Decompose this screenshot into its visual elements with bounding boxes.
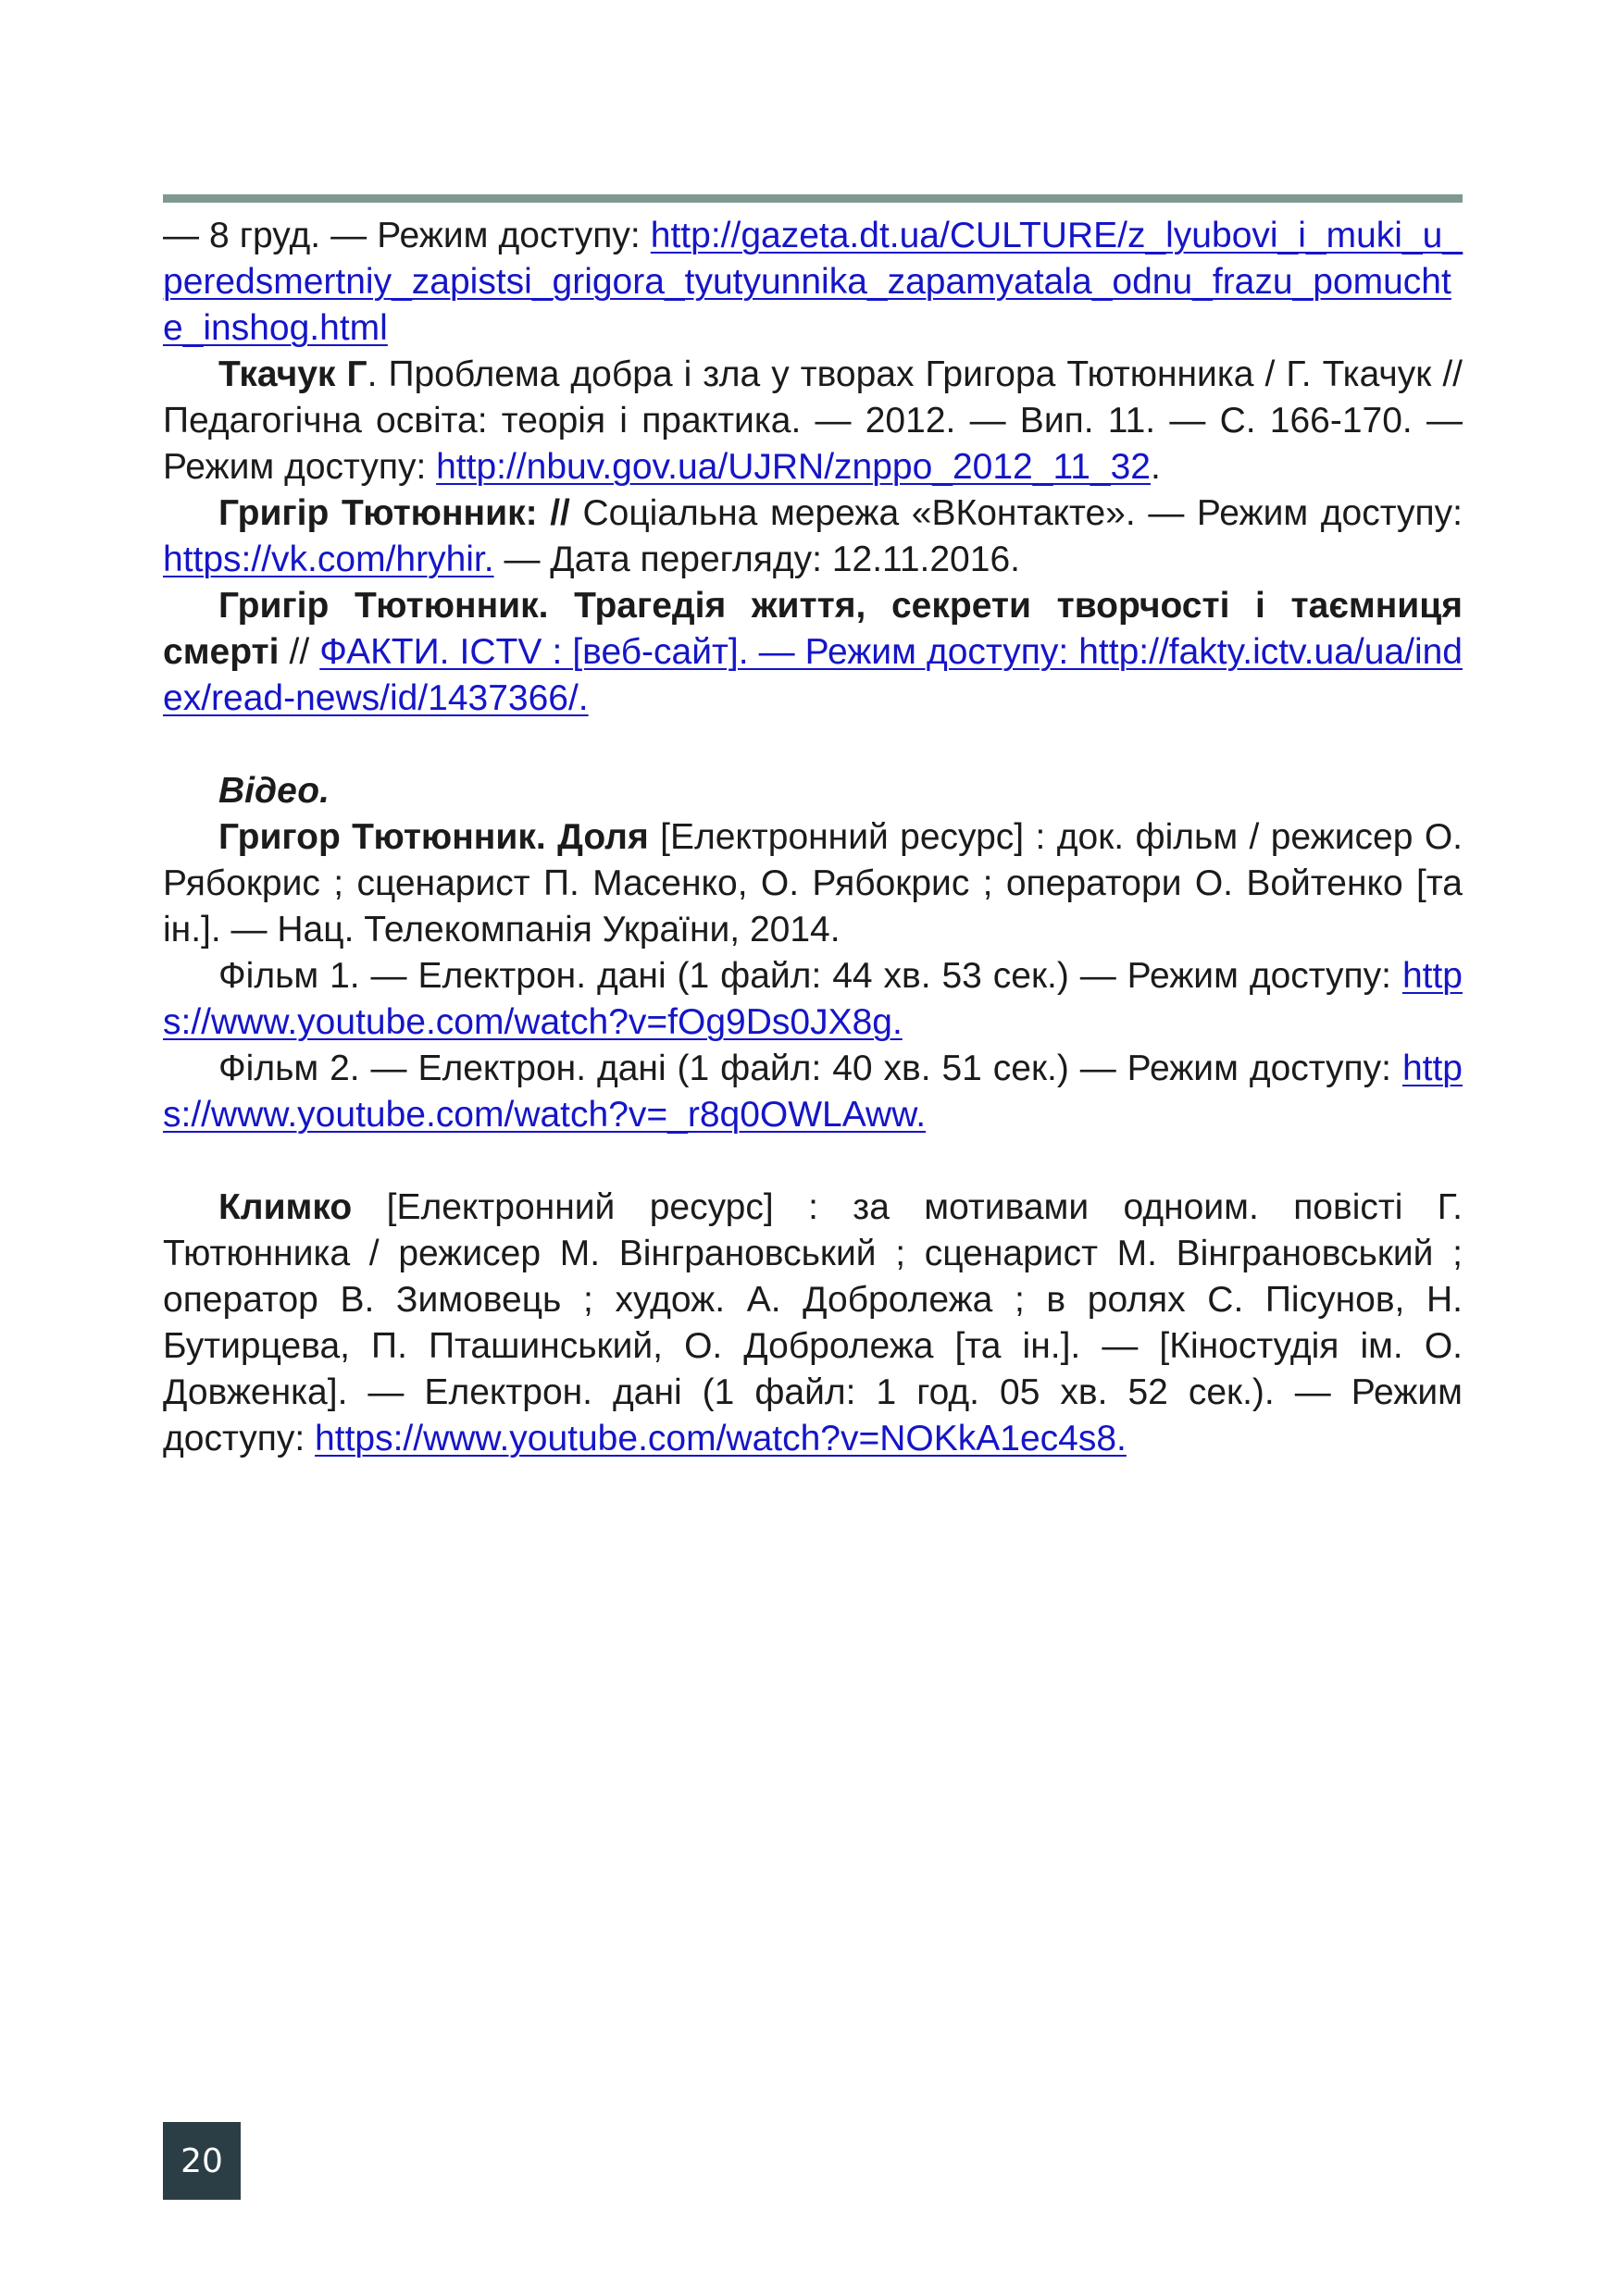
- spacer: [163, 722, 1463, 768]
- film-text: Фільм 1. — Електрон. дані (1 файл: 44 хв. 53 сек.) — Режим доступу:: [218, 956, 1402, 996]
- entry-text: Соціальна мережа «ВКонтакте». — Режим доступу:: [569, 493, 1463, 533]
- entry-text: //: [279, 632, 320, 672]
- entry-author: Ткачук Г: [218, 354, 367, 394]
- entry-film-1: [163, 953, 1463, 1046]
- entry-link[interactable]: https://vk.com/hryhir.: [163, 540, 494, 579]
- entry-author: Григір Тютюнник. Трагедія життя, секрети творчості і таємниця смерті: [163, 586, 1463, 672]
- entry-fakty: [163, 583, 1463, 722]
- film-2-link[interactable]: https://www.youtube.com/watch?v=_r8q0OWLAww.: [163, 1049, 1463, 1135]
- entry-link[interactable]: http://gazeta.dt.ua/CULTURE/z_lyubovi_i_muki_u_peredsmertniy_zapistsi_grigora_tyutyunnika_zapamyatala_odnu_frazu_pomuchte_inshog.html: [163, 216, 1463, 348]
- entry-klymko: [163, 1185, 1463, 1462]
- entry-author: Григір Тютюнник: //: [218, 493, 570, 533]
- film-title: Климко: [218, 1187, 353, 1227]
- page-number: 20: [163, 2122, 241, 2200]
- film-text: [Електронний ресурс] : док. фільм / режисер О. Рябокрис ; сценарист П. Масенко, О. Рябокрис ; оператори О. Войтенко [та ін.]. — Нац. Телекомпанія України, 2014.: [163, 817, 1463, 949]
- entry-vk: [163, 490, 1463, 583]
- film-text: [Електронний ресурс] : за мотивами одноим. повісті Г. Тютюнника / режисер М. Вінграновський ; сценарист М. Вінграновський ; оператор В. Зимовець ; худож. А. Добролежа ; в ролях С. Пісунов, Н. Бутирцева, П. Пташинський, О. Добролежа [та ін.]. — [Кіностудія ім. О. Довженка]. — Електрон. дані (1 файл: 1 год. 05 хв. 52 сек.). — Режим доступу:: [163, 1187, 1463, 1458]
- entry-continuation: [163, 213, 1463, 352]
- entry-text: . Проблема добра і зла у творах Григора Тютюнника / Г. Ткачук // Педагогічна освіта: теорія і практика. — 2012. — Вип. 11. — С. 166-170. — Режим доступу:: [163, 354, 1463, 487]
- entry-film-main: [163, 814, 1463, 953]
- bibliography: [163, 213, 1463, 1462]
- entry-tail: — Дата перегляду: 12.11.2016.: [493, 540, 1020, 579]
- entry-tkachuk: [163, 352, 1463, 490]
- entry-film-2: [163, 1046, 1463, 1138]
- film-title: Григор Тютюнник. Доля: [218, 817, 649, 857]
- top-rule: [163, 194, 1463, 203]
- section-heading: [163, 768, 1463, 814]
- film-text: Фільм 2. — Електрон. дані (1 файл: 40 хв. 51 сек.) — Режим доступу:: [218, 1049, 1402, 1088]
- klymko-link[interactable]: https://www.youtube.com/watch?v=NOKkA1ec4s8.: [315, 1419, 1127, 1458]
- spacer: [163, 1138, 1463, 1185]
- video-heading: Відео.: [218, 771, 330, 811]
- entry-tail: .: [1151, 447, 1161, 487]
- entry-link[interactable]: ФАКТИ. ICTV : [веб-сайт]. — Режим доступу: http://fakty.ictv.ua/ua/index/read-news/id/1437366/.: [163, 632, 1463, 718]
- film-1-link[interactable]: https://www.youtube.com/watch?v=fOg9Ds0JX8g.: [163, 956, 1463, 1042]
- entry-link[interactable]: http://nbuv.gov.ua/UJRN/znppo_2012_11_32: [436, 447, 1151, 487]
- entry-text: — 8 груд. — Режим доступу:: [163, 216, 651, 255]
